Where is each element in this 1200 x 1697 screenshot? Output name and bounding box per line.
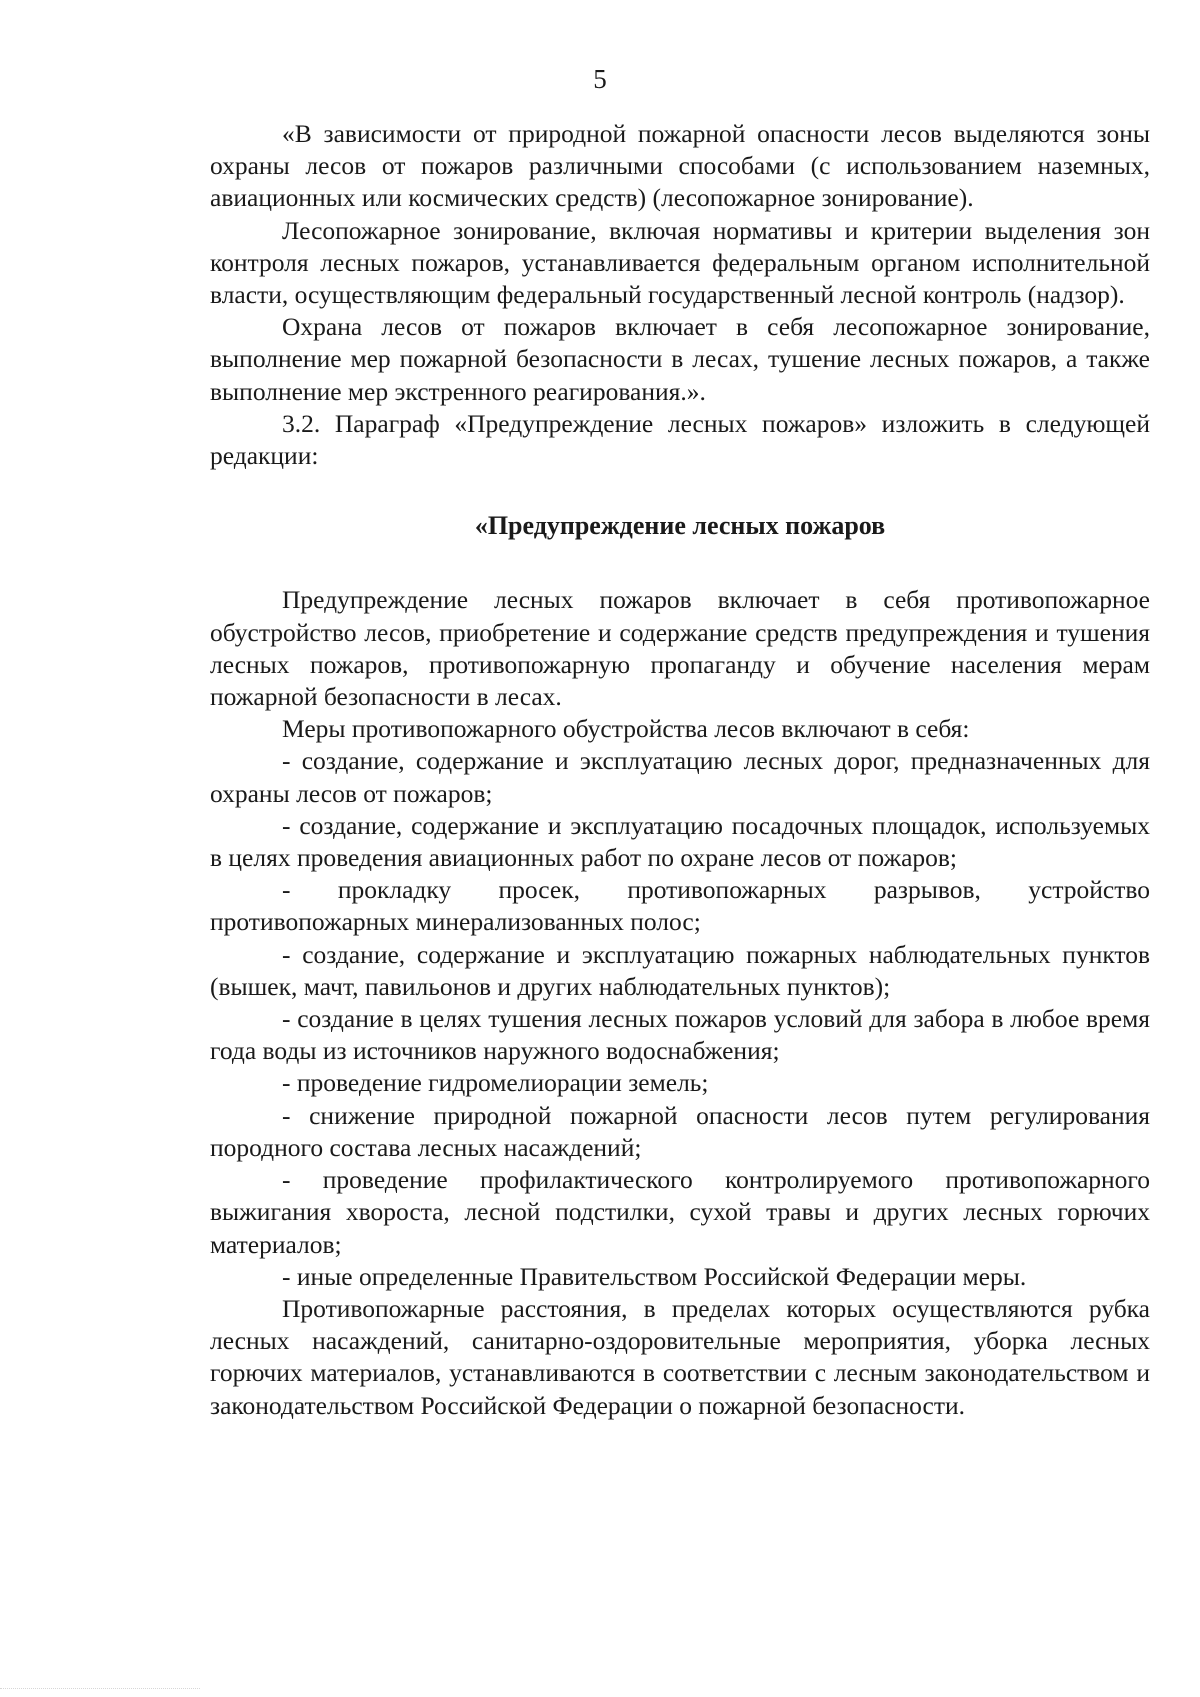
list-item: - создание в целях тушения лесных пожаров условий для забора в любое время года воды из источников наружного водоснабжения; <box>210 1004 1150 1066</box>
list-item: - иные определенные Правительством Российской Федерации меры. <box>282 1261 1027 1291</box>
paragraph: Лесопожарное зонирование, включая нормативы и критерии выделения зон контроля лесных пожаров, устанавливается федеральным органом исполнительной власти, осуществляющим федеральный государственный лесной контроль (надзор). <box>210 215 1150 310</box>
list-item: - снижение природной пожарной опасности лесов путем регулирования породного состава лесных насаждений; <box>210 1100 1150 1162</box>
section-heading: «Предупреждение лесных пожаров <box>474 511 886 541</box>
paragraph: Меры противопожарного обустройства лесов включают в себя: <box>282 714 970 744</box>
list-item: - создание, содержание и эксплуатацию посадочных площадок, используемых в целях проведения авиационных работ по охране лесов от пожаров; <box>210 810 1150 873</box>
paragraph: «В зависимости от природной пожарной опасности лесов выделяются зоны охраны лесов от пожаров различными способами (с использованием наземных, авиационных или космических средств) (лесопожарное зонирование). <box>210 119 1150 213</box>
list-item: - создание, содержание и эксплуатацию пожарных наблюдательных пунктов (вышек, мачт, павильонов и других наблюдательных пунктов); <box>210 939 1150 1001</box>
paragraph: Противопожарные расстояния, в пределах которых осуществляются рубка лесных насаждений, санитарно-оздоровительные мероприятия, уборка лесных горючих материалов, устанавливаются в соответствии с лесным законодательством и законодательством Российской Федерации о пожарной безопасности. <box>210 1293 1150 1420</box>
list-item: - проведение гидромелиорации земель; <box>282 1068 709 1098</box>
paragraph: Предупреждение лесных пожаров включает в себя противопожарное обустройство лесов, приобретение и содержание средств предупреждения и тушения лесных пожаров, противопожарную пропаганду и обучение населения мерам пожарной безопасности в лесах. <box>210 585 1150 712</box>
document-body <box>210 118 1150 1422</box>
list-item: - проведение профилактического контролируемого противопожарного выжигания хвороста, лесной подстилки, сухой травы и других лесных горючих материалов; <box>210 1165 1150 1259</box>
scan-edge-mark <box>0 1688 200 1697</box>
page-number: 5 <box>593 64 607 94</box>
paragraph: 3.2. Параграф «Предупреждение лесных пожаров» изложить в следующей редакции: <box>210 408 1150 471</box>
list-item: - создание, содержание и эксплуатацию лесных дорог, предназначенных для охраны лесов от пожаров; <box>210 746 1150 808</box>
paragraph: Охрана лесов от пожаров включает в себя лесопожарное зонирование, выполнение мер пожарной безопасности в лесах, тушение лесных пожаров, а также выполнение мер экстренного реагирования.». <box>210 312 1150 406</box>
list-item: - прокладку просек, противопожарных разрывов, устройство противопожарных минерализованных полос; <box>210 875 1150 937</box>
